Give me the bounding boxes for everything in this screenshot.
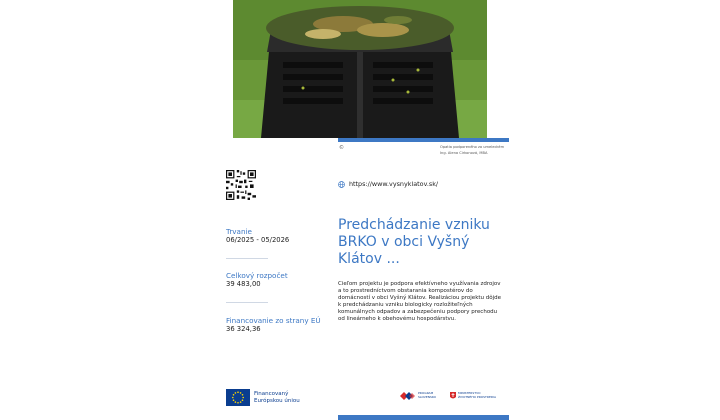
divider [226,302,268,303]
ministry-logo [450,392,496,400]
program-logo-line1: PROGRAM [418,391,434,396]
project-url-row[interactable] [338,179,438,189]
ministry-logo-line2: ŽIVOTNÉHO PROSTREDIA [458,395,497,399]
project-url-link[interactable]: https://www.vysnyklatov.sk/ [349,180,439,188]
duration-label: Trvanie [226,227,252,236]
photo-credit [440,145,520,157]
budget-label: Celkový rozpočet [226,271,288,280]
accent-bar-bottom [338,415,509,420]
globe-icon [338,181,345,188]
program-logo-line2: SLOVENSKO [418,395,437,399]
program-slovensko-logo [400,392,436,400]
eu-flag-icon [226,389,250,406]
ministry-logo-line1: MINISTERSTVO [458,391,481,396]
duration-value: 06/2025 - 05/2026 [226,236,290,244]
project-description: Cieľom projektu je podpora efektívneho využívania zdrojov a to prostredníctvom obstarania kompostérov do domácností v obci Vyšný Klátov. Realizáciou projektu dôjde k predchádzaniu vzniku biologicky rozložiteľných komunálnych odpadov a zabezpečeniu podpory prechodu od lineárneho k obehovému hospodárstvu. [338,281,502,322]
divider [226,258,268,259]
coat-of-arms-icon [450,392,456,400]
photo-credit-line2: Ing. Alena Cirkonová, MBA [440,150,488,155]
eu-text-line1: Financovaný [254,390,289,397]
copyright-mark: © [339,145,344,151]
eu-funding-text [254,391,300,405]
photo-credit-line1: Opatia podporeného za umeleckém [440,145,505,149]
qr-code-icon[interactable] [226,170,256,200]
partner-logos [400,392,496,400]
project-title: Predchádzanie vzniku BRKO v obci Vyšný Klátov ... [338,217,490,267]
eu-funding-label: Financovanie zo strany EÚ [226,316,321,325]
project-meta-column [212,0,332,420]
budget-value: 39 483,00 [226,280,261,288]
eu-text-line2: Európskou úniou [254,397,300,404]
eu-funding-logo [226,389,300,406]
eu-funding-value: 36 324,36 [226,325,261,333]
program-slovensko-icon [400,392,416,400]
project-poster [212,0,508,420]
accent-bar-top [338,138,509,142]
